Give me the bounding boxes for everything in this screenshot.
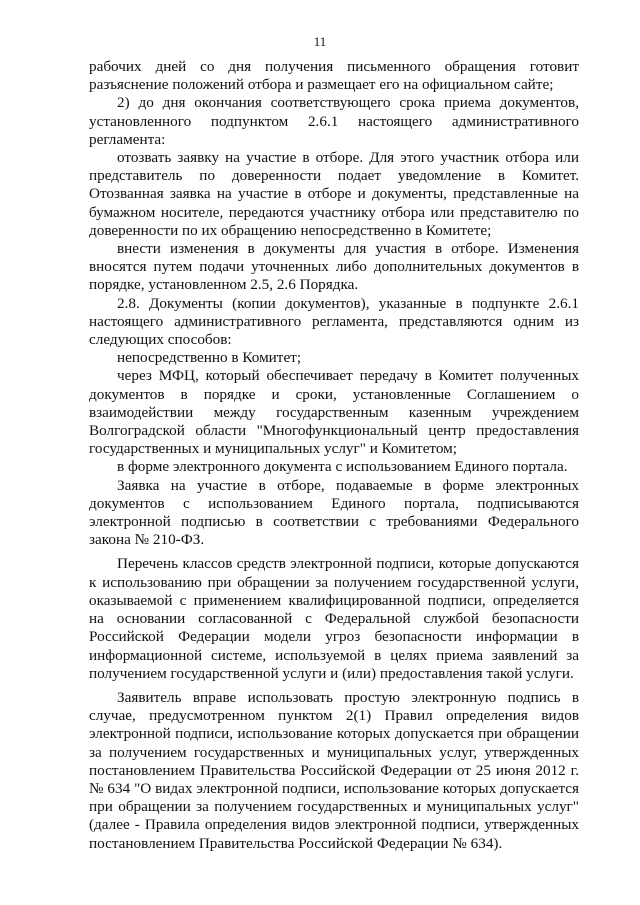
- paragraph-3: отозвать заявку на участие в отборе. Для этого участник отбора или представитель по доверенности подает уведомление в Комитет. Отозванная заявка на участие в отборе и документы, представленные на бумажном носителе, передаются участнику отбора или представителю по доверенности по их обращению непосредственно в Комитете;: [89, 149, 579, 239]
- document-body: [89, 58, 579, 853]
- paragraph-8: в форме электронного документа с использованием Единого портала.: [117, 458, 568, 476]
- paragraph-4: внести изменения в документы для участия в отборе. Изменения вносятся путем подачи уточненных либо дополнительных документов в порядке, установленном 2.5, 2.6 Порядка.: [89, 240, 579, 294]
- paragraph-1: рабочих дней со дня получения письменного обращения готовит разъяснение положений отбора и размещает его на официальном сайте;: [89, 58, 579, 94]
- paragraph-5: 2.8. Документы (копии документов), указанные в подпункте 2.6.1 настоящего административного регламента, представляются одним из следующих способов:: [89, 294, 579, 349]
- paragraph-6: непосредственно в Комитет;: [117, 349, 302, 367]
- page-number: 11: [313, 34, 327, 49]
- paragraph-2: 2) до дня окончания соответствующего срока приема документов, установленного подпунктом 2.6.1 настоящего административного регламента:: [89, 94, 579, 148]
- paragraph-10: Перечень классов средств электронной подписи, которые допускаются к использованию при обращении за получением государственной услуги, оказываемой с применением квалифицированной подписи, определяется на основании согласованной с Федеральной службой безопасности Российской Федерации модели угроз безопасности информации в информационной системе, используемой в целях приема заявлений за получением государственной услуги и (или) предоставления такой услуги.: [89, 555, 579, 682]
- paragraph-7: через МФЦ, который обеспечивает передачу в Комитет полученных документов в порядке и сроки, установленные Соглашением о взаимодействии между государственным казенным учреждением Волгоградской области "Многофункциональный центр предоставления государственных и муниципальных услуг" и Комитетом;: [89, 367, 579, 458]
- paragraph-11: Заявитель вправе использовать простую электронную подпись в случае, предусмотренном пунктом 2(1) Правил определения видов электронной подписи, использование которых допускается при обращении за получением государственных и муниципальных услуг, утвержденных постановлением Правительства Российской Федерации от 25 июня 2012 г. № 634 "О видах электронной подписи, использование которых допускается при обращении за получением государственных и муниципальных услуг" (далее - Правила определения видов электронной подписи, утвержденных постановлением Правительства Российской Федерации № 634).: [89, 688, 579, 852]
- paragraph-9: Заявка на участие в отборе, подаваемые в форме электронных документов с использованием Единого портала, подписываются электронной подписью в соответствии с требованиями Федерального закона № 210-ФЗ.: [89, 476, 579, 549]
